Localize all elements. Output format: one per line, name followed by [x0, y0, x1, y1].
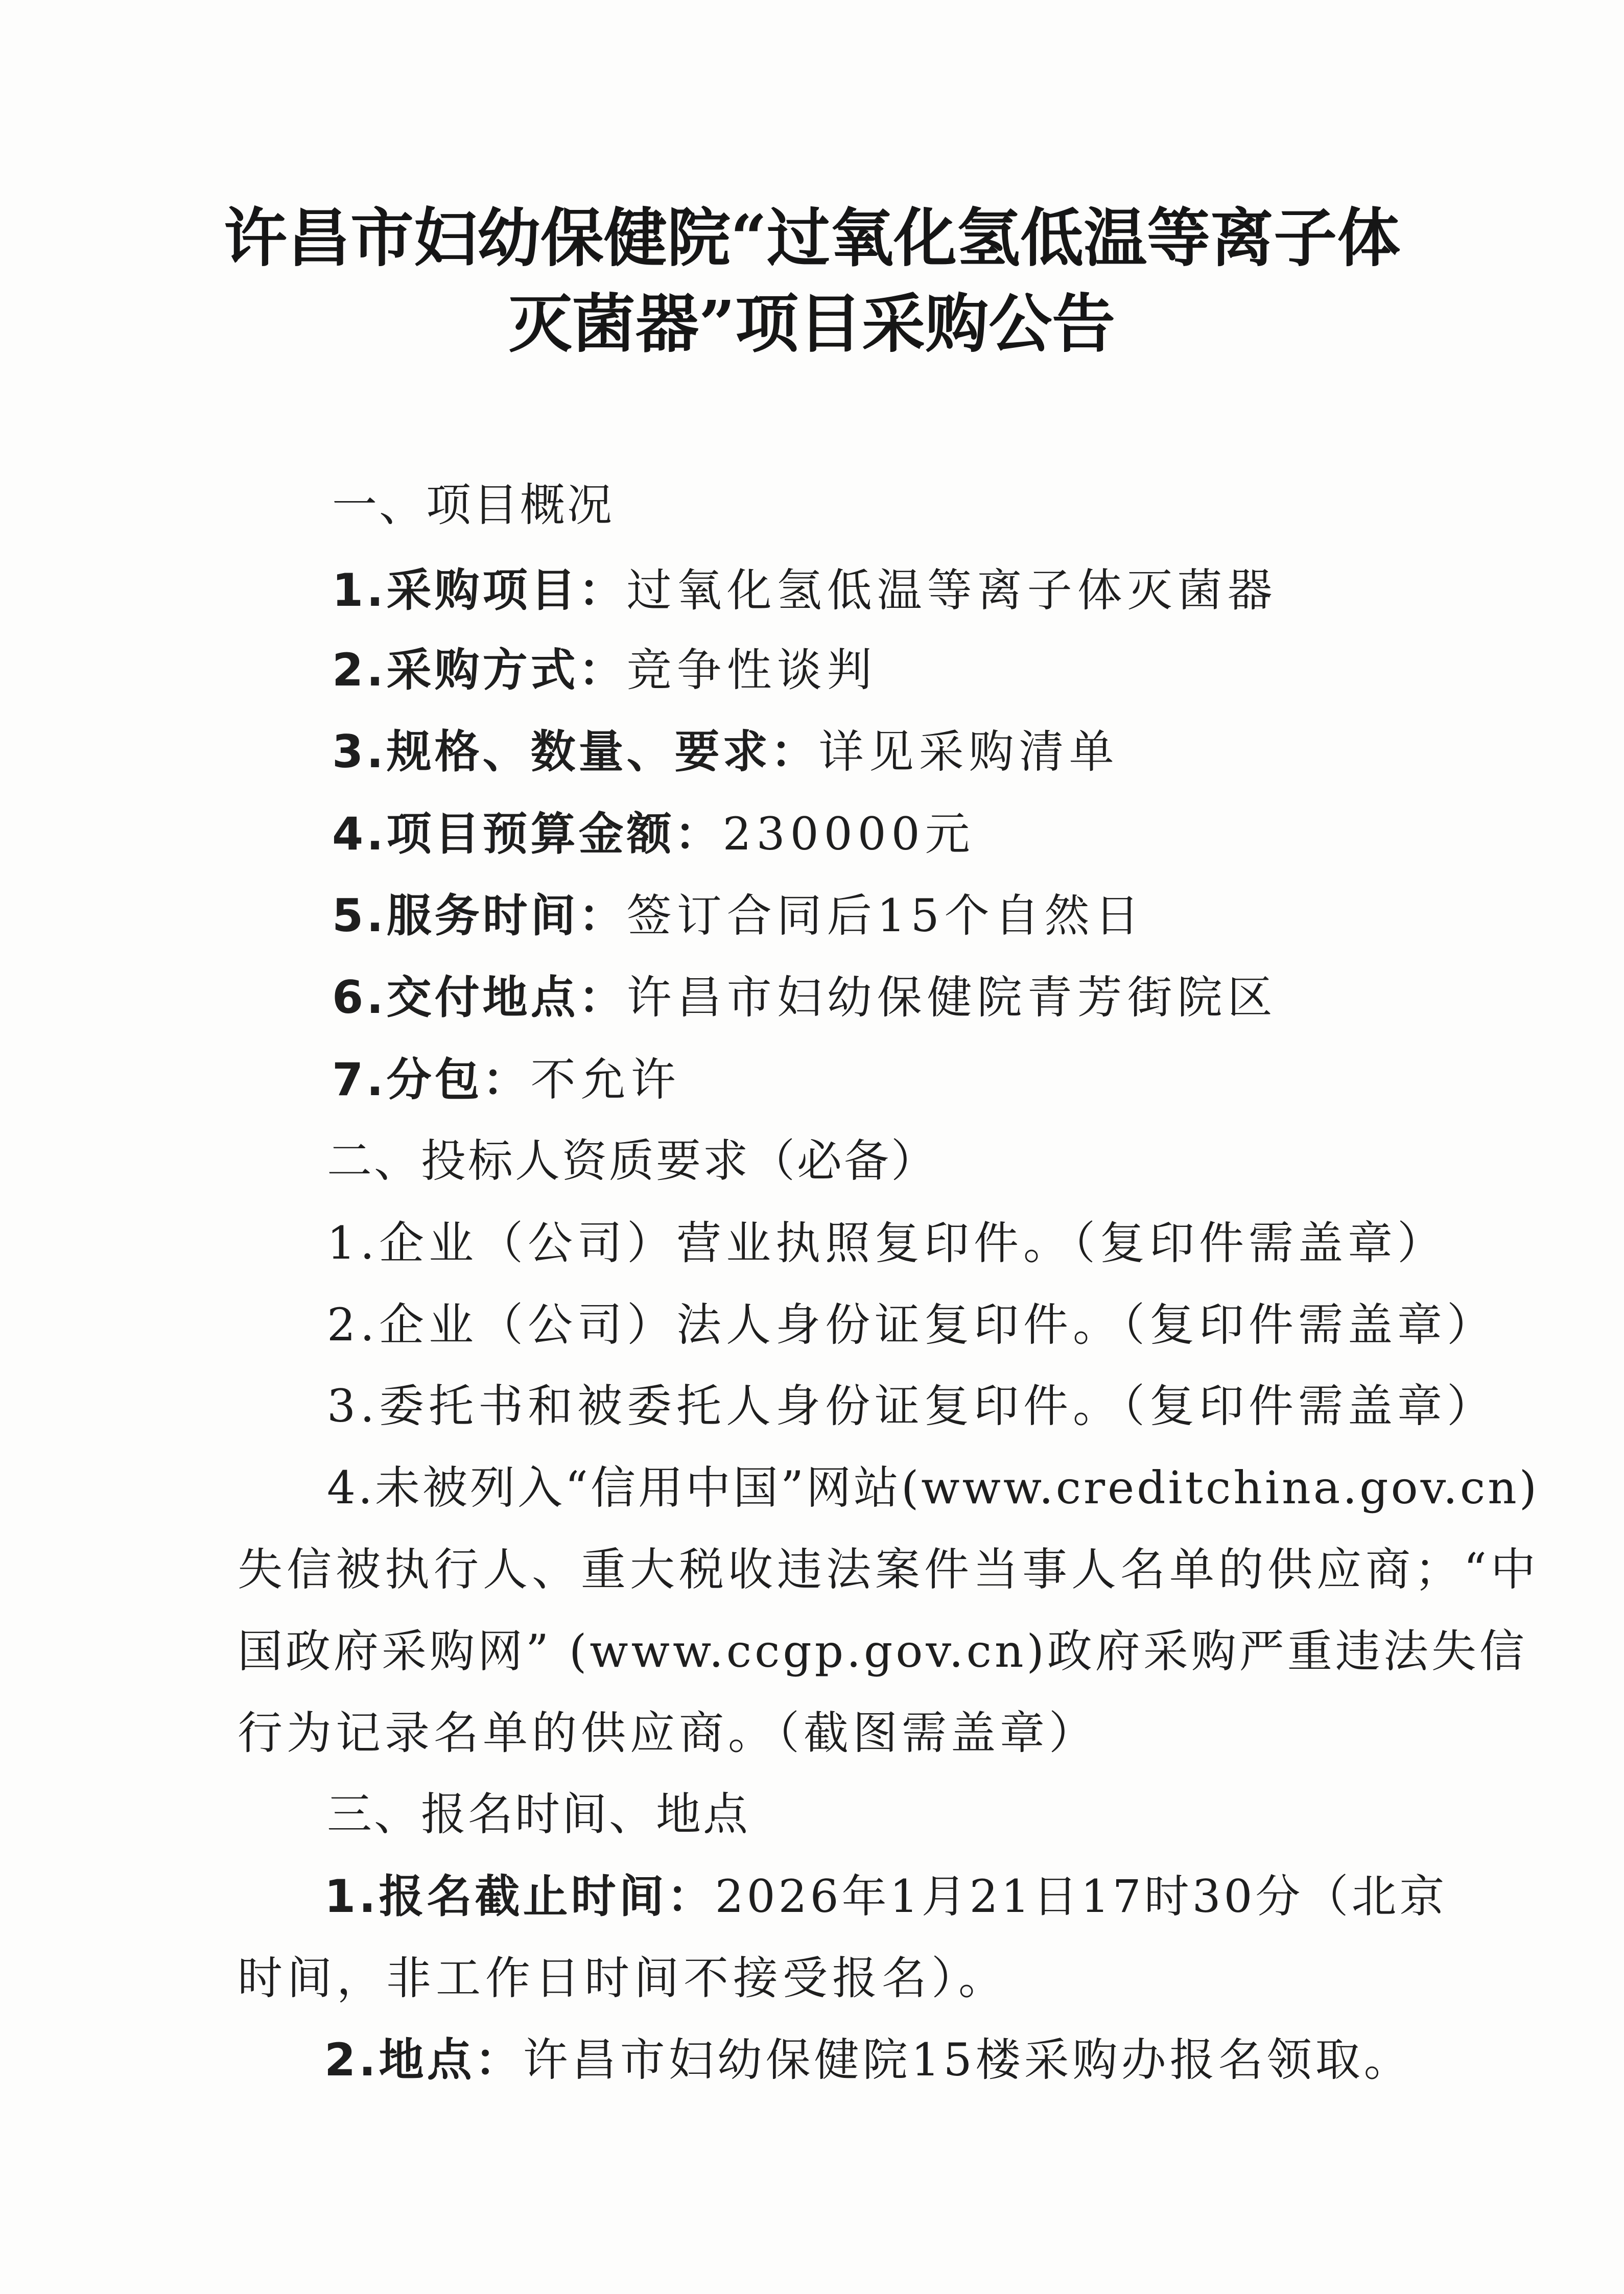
registration-place — [324, 2032, 1413, 2088]
place-value: 许昌市妇幼保健院15楼采购办报名领取。 — [523, 2033, 1413, 2086]
document-title-line-1: 许昌市妇幼保健院“过氧化氢低温等离子体 — [223, 201, 1401, 275]
section-3-heading: 三、报名时间、地点 — [327, 1788, 750, 1840]
qualification-item-4-line-1: 4.未被列入“信用中国”网站(www.creditchina.gov.cn) — [327, 1461, 1540, 1514]
project-item-1 — [332, 562, 1278, 619]
section-1-heading: 一、项目概况 — [332, 479, 615, 531]
item-label: 1.采购项目： — [332, 564, 627, 617]
registration-deadline — [324, 1869, 1448, 1925]
item-label: 4.项目预算金额： — [332, 808, 723, 860]
qualification-item-1: 1.企业（公司）营业执照复印件。（复印件需盖章） — [327, 1217, 1447, 1269]
project-item-2 — [332, 642, 877, 698]
item-value: 竞争性谈判 — [626, 644, 877, 696]
item-value: 许昌市妇幼保健院青芳街院区 — [626, 971, 1278, 1024]
item-label: 2.采购方式： — [332, 644, 627, 696]
project-item-6 — [332, 969, 1278, 1026]
project-item-4 — [332, 806, 975, 862]
section-2-heading: 二、投标人资质要求（必备） — [327, 1134, 938, 1187]
item-value: 详见采购清单 — [818, 725, 1119, 778]
qualification-item-3: 3.委托书和被委托人身份证复印件。（复印件需盖章） — [327, 1380, 1496, 1432]
registration-deadline-continued: 时间，非工作日时间不接受报名）。 — [238, 1952, 1008, 2004]
qualification-item-4-line-3: 国政府采购网” (www.ccgp.gov.cn)政府采购严重违法失信 — [238, 1625, 1527, 1677]
qualification-item-4-line-4: 行为记录名单的供应商。（截图需盖章） — [238, 1707, 1098, 1759]
project-item-5 — [332, 888, 1145, 944]
qualification-item-4-line-2: 失信被执行人、重大税收违法案件当事人名单的供应商；“中 — [238, 1543, 1540, 1596]
place-label: 2.地点： — [324, 2033, 523, 2086]
item-value: 签订合同后15个自然日 — [626, 889, 1145, 942]
item-value: 不允许 — [530, 1053, 681, 1106]
project-item-3 — [332, 724, 1119, 780]
qualification-item-2: 2.企业（公司）法人身份证复印件。（复印件需盖章） — [327, 1298, 1496, 1351]
deadline-label: 1.报名截止时间： — [324, 1870, 715, 1923]
document-title-line-2: 灭菌器”项目采购公告 — [508, 287, 1116, 361]
item-label: 6.交付地点： — [332, 971, 627, 1024]
item-value: 230000元 — [722, 808, 975, 860]
project-item-7 — [332, 1052, 681, 1108]
item-label: 5.服务时间： — [332, 889, 627, 942]
item-label: 3.规格、数量、要求： — [332, 725, 819, 778]
item-label: 7.分包： — [332, 1053, 531, 1106]
item-value: 过氧化氢低温等离子体灭菌器 — [626, 564, 1278, 617]
deadline-value: 2026年1月21日17时30分（北京 — [715, 1870, 1448, 1923]
